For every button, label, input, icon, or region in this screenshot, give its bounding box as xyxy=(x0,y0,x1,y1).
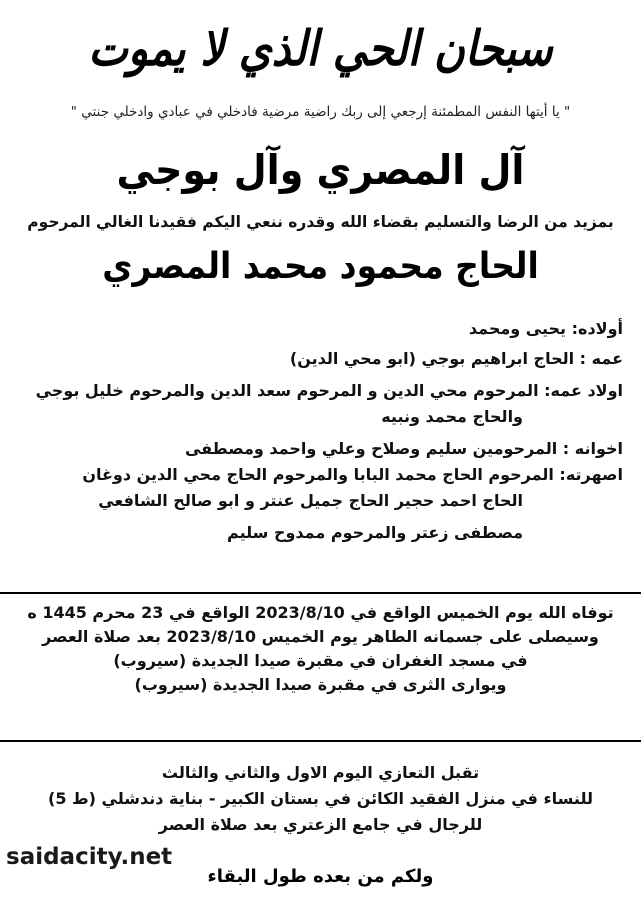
condolence-line: للنساء في منزل الفقيد الكائن في بستان الكبير - بناية دندشلي (ط 5) xyxy=(48,789,593,808)
calligraphy-header xyxy=(0,8,641,88)
condolence-line: للرجال في جامع الزعتري بعد صلاة العصر xyxy=(158,815,483,834)
relative-line: مصطفى زعتر والمرحوم ممدوح سليم xyxy=(227,523,523,542)
divider-top xyxy=(0,592,641,594)
relative-line: الحاج احمد حجير الحاج جميل عنتر و ابو صالح الشافعي xyxy=(98,491,523,510)
calligraphy-text: سبحان الحي الذي لا يموت xyxy=(88,19,553,77)
relative-line: عمه : الحاج ابراهيم بوجي (ابو محي الدين) xyxy=(289,349,623,368)
funeral-line: توفاه الله يوم الخميس الواقع في 2023/8/10 الواقع في 23 محرم 1445 ه xyxy=(27,603,614,622)
relative-line: اصهرته: المرحوم الحاج محمد البابا والمرحوم الحاج محي الدين دوغان xyxy=(82,465,623,484)
funeral-line: في مسجد الغفران في مقبرة صيدا الجديدة (سيروب) xyxy=(113,651,528,670)
relatives-list xyxy=(13,318,623,554)
divider-bottom xyxy=(0,740,641,742)
deceased-name: الحاج محمود محمد المصري xyxy=(102,244,539,287)
funeral-line: وسيصلى على جسمانه الطاهر يوم الخميس 2023/8/10 بعد صلاة العصر xyxy=(42,627,599,646)
funeral-line: ويوارى الثرى في مقبرة صيدا الجديدة (سيروب) xyxy=(134,675,507,694)
site-watermark: saidacity.net xyxy=(0,842,178,872)
funeral-details xyxy=(0,601,641,697)
condolence-line: تقبل التعازي اليوم الاول والثاني والثالث xyxy=(161,763,480,782)
condolences-details xyxy=(0,760,641,838)
family-name: آل المصري وآل بوجي xyxy=(116,146,525,194)
relative-line: أولاده: يحيى ومحمد xyxy=(468,319,623,338)
relative-line: اخوانه : المرحومين سليم وصلاح وعلي واحمد ومصطفى xyxy=(184,439,623,458)
relative-line: والحاج محمد ونبيه xyxy=(381,407,523,426)
relative-line: اولاد عمه: المرحوم محي الدين و المرحوم سعد الدين والمرحوم خليل بوجي xyxy=(35,381,623,400)
announcement-text: بمزيد من الرضا والتسليم بقضاء الله وقدره ننعي اليكم فقيدنا الغالي المرحوم xyxy=(27,213,614,231)
quran-verse: " يا أيتها النفس المطمئنة إرجعي إلى ربك راضية مرضية فادخلي في عبادي وادخلي جنتي " xyxy=(70,104,571,120)
closing-phrase: ولكم من بعده طول البقاء xyxy=(207,866,434,887)
